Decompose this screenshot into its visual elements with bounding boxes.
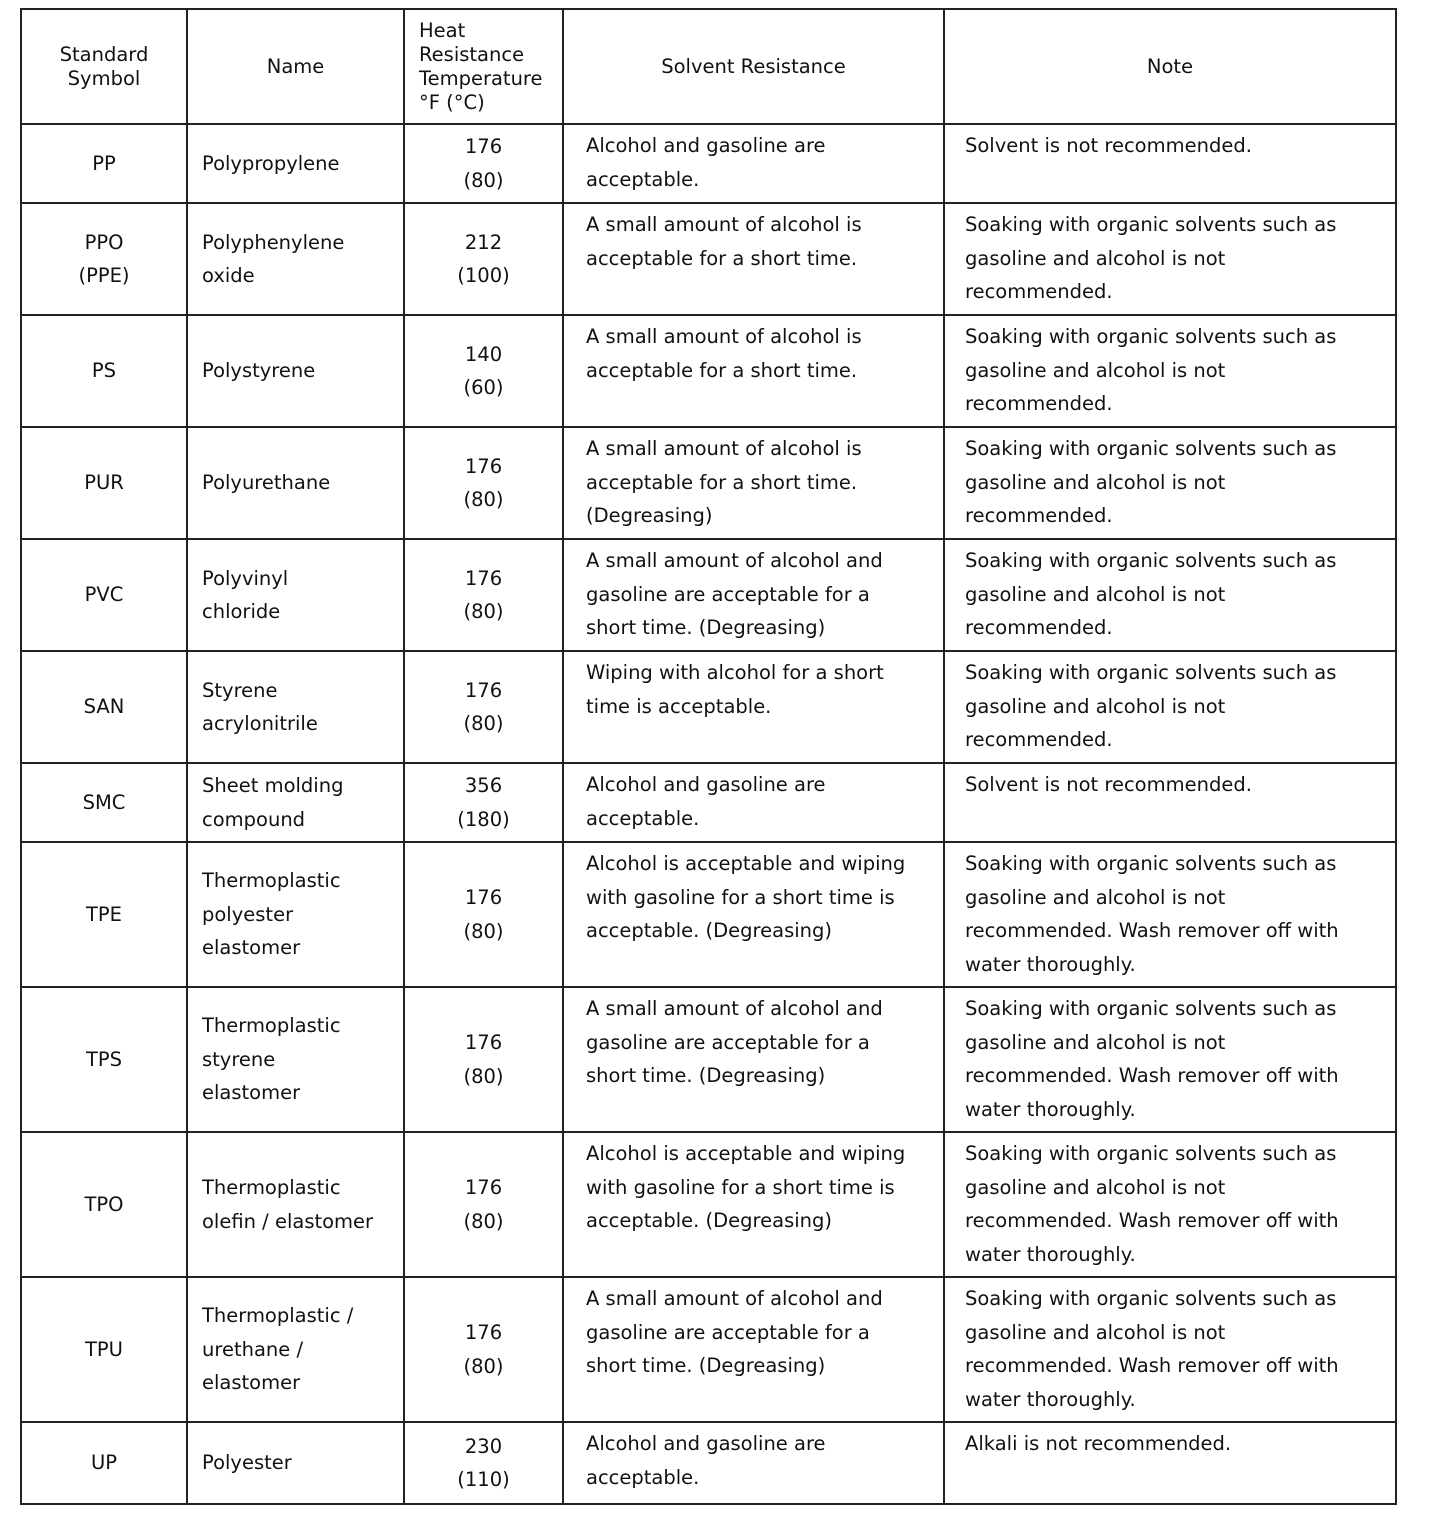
note-cell <box>944 1132 1396 1277</box>
note-cell-line: gasoline and alcohol is not <box>965 694 1226 718</box>
table-row <box>21 763 1396 842</box>
temperature-c: (80) <box>463 1064 504 1088</box>
solvent-cell-line: A small amount of alcohol is <box>586 437 862 460</box>
table-row <box>21 539 1396 651</box>
name-cell <box>187 987 404 1132</box>
solvent-cell <box>563 539 944 651</box>
temperature-f: 176 <box>464 678 503 702</box>
note-cell-line: recommended. <box>965 280 1113 303</box>
temperature-cell <box>404 124 563 203</box>
header-heat-line: °F (°C) <box>419 90 485 114</box>
solvent-cell <box>563 427 944 539</box>
name-cell-line: oxide <box>202 264 255 287</box>
temperature-f: 176 <box>464 135 503 158</box>
table-row <box>21 987 1396 1132</box>
temperature-cell <box>404 1132 563 1277</box>
name-cell-line: elastomer <box>202 1371 301 1395</box>
solvent-cell-line: Alcohol and gasoline are <box>586 134 826 157</box>
note-cell-line: recommended. <box>965 392 1113 415</box>
note-cell-line: gasoline and alcohol is not <box>965 1030 1226 1054</box>
table-row <box>21 315 1396 427</box>
symbol-cell <box>21 987 187 1132</box>
temperature-c: (80) <box>463 919 504 943</box>
solvent-cell <box>563 1422 944 1504</box>
note-cell-line: Soaking with organic solvents such as <box>965 213 1337 236</box>
temperature-cell <box>404 1277 563 1422</box>
note-cell-line: recommended. Wash remover off with <box>965 1354 1339 1377</box>
solvent-cell-line: short time. (Degreasing) <box>586 1354 826 1377</box>
symbol-cell <box>21 427 187 539</box>
header-heat-line: Heat <box>419 18 466 42</box>
solvent-cell-line: A small amount of alcohol and <box>586 549 883 572</box>
symbol-cell-line: (PPE) <box>78 264 130 287</box>
symbol-cell-line: TPU <box>85 1337 123 1361</box>
name-cell <box>187 1132 404 1277</box>
symbol-cell <box>21 1422 187 1504</box>
table-row <box>21 1132 1396 1277</box>
table-row <box>21 1277 1396 1422</box>
name-cell <box>187 1422 404 1504</box>
solvent-cell <box>563 763 944 842</box>
symbol-cell <box>21 539 187 651</box>
symbol-cell <box>21 651 187 763</box>
symbol-cell-line: SMC <box>82 790 126 814</box>
solvent-cell-line: time is acceptable. <box>586 694 772 718</box>
solvent-cell-line: gasoline are acceptable for a <box>586 1320 870 1344</box>
temperature-c: (100) <box>457 264 510 287</box>
note-cell-line: recommended. <box>965 616 1113 639</box>
symbol-cell <box>21 1132 187 1277</box>
table-row <box>21 651 1396 763</box>
solvent-cell-line: with gasoline for a short time is <box>586 1175 895 1199</box>
solvent-cell-line: Wiping with alcohol for a short <box>586 661 884 684</box>
note-cell-line: Soaking with organic solvents such as <box>965 549 1337 572</box>
plastics-table <box>20 8 1397 1505</box>
note-cell-line: gasoline and alcohol is not <box>965 358 1226 382</box>
solvent-cell-line: acceptable. <box>586 167 700 191</box>
name-cell-line: polyester <box>202 902 294 926</box>
temperature-cell <box>404 539 563 651</box>
symbol-cell <box>21 842 187 987</box>
note-cell-line: Solvent is not recommended. <box>965 134 1252 157</box>
name-cell-line: chloride <box>202 600 281 623</box>
note-cell-line: recommended. Wash remover off with <box>965 919 1339 942</box>
note-cell-line: Alkali is not recommended. <box>965 1432 1232 1455</box>
temperature-f: 176 <box>464 566 503 590</box>
table-row <box>21 427 1396 539</box>
symbol-cell-line: PP <box>92 151 116 175</box>
solvent-cell-line: short time. (Degreasing) <box>586 616 826 639</box>
temperature-cell <box>404 987 563 1132</box>
table-row <box>21 842 1396 987</box>
name-cell-line: compound <box>202 807 306 831</box>
name-cell-line: Polypropylene <box>202 151 340 175</box>
name-cell-line: styrene <box>202 1047 276 1071</box>
solvent-cell <box>563 987 944 1132</box>
symbol-cell-line: SAN <box>83 695 125 719</box>
symbol-cell <box>21 203 187 315</box>
temperature-f: 176 <box>464 886 503 909</box>
symbol-cell-line: TPE <box>86 902 122 926</box>
note-cell <box>944 1277 1396 1422</box>
note-cell-line: water thoroughly. <box>965 1387 1136 1411</box>
temperature-f: 176 <box>464 1321 503 1344</box>
solvent-cell-line: Alcohol is acceptable and wiping <box>586 1142 906 1165</box>
note-cell-line: water thoroughly. <box>965 1242 1136 1266</box>
temperature-cell <box>404 1422 563 1504</box>
name-cell-line: elastomer <box>202 1081 301 1105</box>
symbol-cell-line: TPS <box>85 1047 123 1071</box>
note-cell-line: Soaking with organic solvents such as <box>965 325 1337 348</box>
temperature-f: 176 <box>464 454 503 478</box>
note-cell <box>944 842 1396 987</box>
note-cell-line: gasoline and alcohol is not <box>965 1175 1226 1199</box>
temperature-c: (80) <box>463 488 504 511</box>
temperature-c: (80) <box>463 712 504 735</box>
note-cell-line: Soaking with organic solvents such as <box>965 852 1337 875</box>
name-cell-line: olefin / elastomer <box>202 1209 374 1233</box>
note-cell <box>944 651 1396 763</box>
name-cell <box>187 124 404 203</box>
temperature-cell <box>404 842 563 987</box>
note-cell <box>944 124 1396 203</box>
name-cell <box>187 842 404 987</box>
header-symbol <box>21 9 187 124</box>
solvent-cell-line: A small amount of alcohol and <box>586 1287 883 1310</box>
solvent-cell-line: acceptable. <box>586 806 700 830</box>
name-cell-line: urethane / <box>202 1337 304 1361</box>
note-cell-line: Soaking with organic solvents such as <box>965 661 1337 684</box>
header-row <box>21 9 1396 124</box>
note-cell-line: recommended. Wash remover off with <box>965 1209 1339 1232</box>
temperature-f: 230 <box>464 1434 503 1458</box>
note-cell-line: water thoroughly. <box>965 1097 1136 1121</box>
symbol-cell <box>21 1277 187 1422</box>
solvent-cell-line: A small amount of alcohol is <box>586 325 862 348</box>
name-cell-line: Thermoplastic <box>202 869 341 893</box>
solvent-cell <box>563 842 944 987</box>
name-cell-line: Styrene <box>202 678 278 702</box>
solvent-cell <box>563 315 944 427</box>
note-cell <box>944 427 1396 539</box>
note-cell-line: water thoroughly. <box>965 952 1136 976</box>
name-cell <box>187 539 404 651</box>
solvent-cell-line: acceptable for a short time. <box>586 358 858 382</box>
note-cell-line: Soaking with organic solvents such as <box>965 997 1337 1020</box>
solvent-cell <box>563 651 944 763</box>
symbol-cell <box>21 763 187 842</box>
solvent-cell-line: Alcohol and gasoline are <box>586 773 826 796</box>
note-cell-line: gasoline and alcohol is not <box>965 1320 1226 1344</box>
temperature-c: (110) <box>457 1468 510 1491</box>
note-cell-line: recommended. <box>965 504 1113 527</box>
header-heat-line: Temperature <box>419 66 543 90</box>
temperature-c: (60) <box>463 376 504 399</box>
note-cell-line: gasoline and alcohol is not <box>965 246 1226 270</box>
solvent-cell-line: A small amount of alcohol is <box>586 213 862 236</box>
name-cell-line: acrylonitrile <box>202 712 318 735</box>
temperature-c: (80) <box>463 168 504 192</box>
table-row <box>21 124 1396 203</box>
name-cell-line: elastomer <box>202 936 301 960</box>
name-cell <box>187 651 404 763</box>
solvent-cell-line: (Degreasing) <box>586 504 713 527</box>
solvent-cell-line: acceptable. (Degreasing) <box>586 919 833 942</box>
note-cell-line: gasoline and alcohol is not <box>965 470 1226 494</box>
temperature-f: 212 <box>464 230 503 254</box>
note-cell <box>944 987 1396 1132</box>
temperature-cell <box>404 651 563 763</box>
note-cell <box>944 539 1396 651</box>
solvent-cell-line: acceptable. <box>586 1465 700 1489</box>
solvent-cell-line: gasoline are acceptable for a <box>586 582 870 606</box>
header-solvent: Solvent Resistance <box>563 9 944 124</box>
solvent-cell <box>563 1132 944 1277</box>
table-row <box>21 203 1396 315</box>
header-heat-line: Resistance <box>419 42 525 66</box>
solvent-cell-line: gasoline are acceptable for a <box>586 1030 870 1054</box>
symbol-cell-line: PPO <box>84 230 124 254</box>
symbol-cell-line: PS <box>91 359 117 383</box>
name-cell <box>187 315 404 427</box>
symbol-cell-line: TPO <box>84 1192 124 1216</box>
solvent-cell <box>563 203 944 315</box>
name-cell-line: Polyvinyl <box>202 566 289 590</box>
temperature-c: (80) <box>463 1209 504 1233</box>
name-cell-line: Thermoplastic / <box>202 1304 354 1328</box>
temperature-cell <box>404 763 563 842</box>
temperature-cell <box>404 427 563 539</box>
name-cell-line: Polyester <box>202 1451 292 1475</box>
name-cell-line: Polystyrene <box>202 359 316 383</box>
temperature-f: 140 <box>464 342 503 366</box>
note-cell-line: Soaking with organic solvents such as <box>965 437 1337 460</box>
note-cell <box>944 1422 1396 1504</box>
solvent-cell <box>563 124 944 203</box>
name-cell <box>187 1277 404 1422</box>
name-cell <box>187 427 404 539</box>
symbol-cell-line: PVC <box>84 583 124 607</box>
header-symbol-line: Standard <box>59 42 149 66</box>
temperature-c: (80) <box>463 1354 504 1378</box>
note-cell-line: Soaking with organic solvents such as <box>965 1142 1337 1165</box>
note-cell-line: recommended. Wash remover off with <box>965 1064 1339 1087</box>
symbol-cell-line: UP <box>90 1451 118 1475</box>
header-note: Note <box>944 9 1396 124</box>
header-symbol-line: Symbol <box>67 66 141 90</box>
note-cell <box>944 315 1396 427</box>
name-cell-line: Thermoplastic <box>202 1176 341 1199</box>
solvent-cell-line: acceptable. (Degreasing) <box>586 1209 833 1232</box>
note-cell-line: gasoline and alcohol is not <box>965 582 1226 606</box>
solvent-cell-line: A small amount of alcohol and <box>586 997 883 1020</box>
temperature-f: 176 <box>464 1031 503 1054</box>
name-cell <box>187 203 404 315</box>
temperature-c: (180) <box>457 807 510 831</box>
note-cell-line: gasoline and alcohol is not <box>965 885 1226 909</box>
solvent-cell <box>563 1277 944 1422</box>
header-heat <box>404 9 563 124</box>
header-name: Name <box>187 9 404 124</box>
note-cell-line: Soaking with organic solvents such as <box>965 1287 1337 1310</box>
note-cell <box>944 203 1396 315</box>
note-cell <box>944 763 1396 842</box>
solvent-cell-line: acceptable for a short time. <box>586 246 858 270</box>
solvent-cell-line: short time. (Degreasing) <box>586 1064 826 1087</box>
symbol-cell <box>21 124 187 203</box>
temperature-f: 356 <box>464 774 503 797</box>
symbol-cell <box>21 315 187 427</box>
name-cell-line: Sheet molding <box>202 774 344 797</box>
solvent-cell-line: acceptable for a short time. <box>586 470 858 494</box>
name-cell-line: Polyurethane <box>202 471 331 495</box>
table-body <box>21 124 1396 1504</box>
note-cell-line: recommended. <box>965 728 1113 751</box>
temperature-f: 176 <box>464 1176 503 1199</box>
name-cell-line: Thermoplastic <box>202 1014 341 1038</box>
solvent-cell-line: Alcohol and gasoline are <box>586 1432 826 1455</box>
temperature-cell <box>404 203 563 315</box>
table-row <box>21 1422 1396 1504</box>
name-cell <box>187 763 404 842</box>
temperature-cell <box>404 315 563 427</box>
name-cell-line: Polyphenylene <box>202 230 345 254</box>
note-cell-line: Solvent is not recommended. <box>965 773 1252 796</box>
solvent-cell-line: Alcohol is acceptable and wiping <box>586 852 906 875</box>
temperature-c: (80) <box>463 600 504 623</box>
solvent-cell-line: with gasoline for a short time is <box>586 885 895 909</box>
symbol-cell-line: PUR <box>84 471 124 495</box>
